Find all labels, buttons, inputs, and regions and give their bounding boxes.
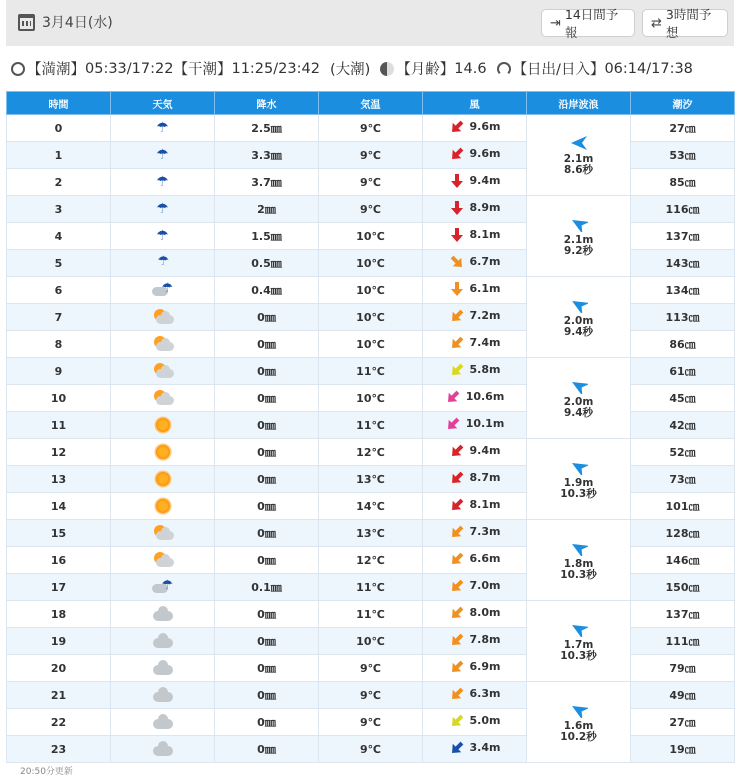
wind-speed: 3.4m bbox=[469, 741, 501, 754]
temp-cell: 10℃ bbox=[319, 331, 423, 358]
wind-speed: 9.6m bbox=[469, 147, 501, 160]
temp-cell: 11℃ bbox=[319, 574, 423, 601]
temp-cell: 13℃ bbox=[319, 466, 423, 493]
table-row bbox=[7, 358, 735, 385]
table-row bbox=[7, 601, 735, 628]
14day-forecast-button[interactable] bbox=[541, 7, 635, 40]
tide-cell: 143㎝ bbox=[631, 250, 735, 277]
wind-arrow-icon bbox=[449, 686, 465, 702]
temp-cell: 9℃ bbox=[319, 115, 423, 142]
col-header-weather: 天気 bbox=[111, 92, 215, 115]
hour-cell: 15 bbox=[7, 520, 111, 547]
hour-cell: 18 bbox=[7, 601, 111, 628]
temp-cell: 10℃ bbox=[319, 223, 423, 250]
hour-cell: 14 bbox=[7, 493, 111, 520]
wave-height: 2.1m bbox=[563, 152, 594, 165]
wind-cell bbox=[423, 709, 527, 736]
umbrella-icon: ☂ bbox=[156, 228, 169, 244]
wave-height: 1.8m bbox=[563, 557, 594, 570]
wave-cell bbox=[527, 682, 631, 763]
wind-speed: 8.1m bbox=[469, 228, 501, 241]
temp-cell: 9℃ bbox=[319, 169, 423, 196]
temp-cell: 10℃ bbox=[319, 628, 423, 655]
wind-cell bbox=[423, 223, 527, 250]
temp-cell: 10℃ bbox=[319, 304, 423, 331]
hour-cell: 23 bbox=[7, 736, 111, 763]
wave-period: 9.4秒 bbox=[563, 406, 594, 419]
wind-cell bbox=[423, 358, 527, 385]
precip-cell: 0.1㎜ bbox=[215, 574, 319, 601]
tide-cell: 85㎝ bbox=[631, 169, 735, 196]
moon-icon bbox=[380, 62, 394, 76]
hour-cell: 21 bbox=[7, 682, 111, 709]
hour-cell: 11 bbox=[7, 412, 111, 439]
wind-cell bbox=[423, 304, 527, 331]
wave-period: 10.3秒 bbox=[560, 487, 597, 500]
wave-cell bbox=[527, 196, 631, 277]
weather-cell bbox=[111, 682, 215, 709]
precip-cell: 0㎜ bbox=[215, 520, 319, 547]
temp-cell: 9℃ bbox=[319, 196, 423, 223]
precip-cell: 0㎜ bbox=[215, 412, 319, 439]
wave-direction-icon bbox=[570, 216, 588, 232]
precip-cell: 0㎜ bbox=[215, 304, 319, 331]
wave-period: 10.3秒 bbox=[560, 568, 597, 581]
calendar-icon bbox=[18, 14, 35, 31]
weather-cell bbox=[111, 142, 215, 169]
tide-cell: 49㎝ bbox=[631, 682, 735, 709]
sun-icon bbox=[152, 498, 174, 514]
wind-arrow-icon bbox=[449, 227, 465, 243]
wind-speed: 6.1m bbox=[469, 282, 501, 295]
14day-forecast-label: 14日間予報 bbox=[564, 7, 619, 40]
precip-cell: 0.4㎜ bbox=[215, 277, 319, 304]
wind-cell bbox=[423, 628, 527, 655]
weather-cell bbox=[111, 574, 215, 601]
wave-period: 8.6秒 bbox=[563, 163, 594, 176]
temp-cell: 9℃ bbox=[319, 736, 423, 763]
table-row bbox=[7, 682, 735, 709]
temp-cell: 9℃ bbox=[319, 682, 423, 709]
wind-cell bbox=[423, 142, 527, 169]
tide-cell: 52㎝ bbox=[631, 439, 735, 466]
wind-arrow-icon bbox=[449, 524, 465, 540]
wave-direction-icon bbox=[570, 621, 588, 637]
wave-direction-icon bbox=[570, 702, 588, 718]
wind-speed: 8.1m bbox=[469, 498, 501, 511]
precip-cell: 0㎜ bbox=[215, 439, 319, 466]
temp-cell: 12℃ bbox=[319, 547, 423, 574]
sunrise-icon bbox=[497, 62, 511, 76]
wave-height: 1.9m bbox=[563, 476, 594, 489]
tide-cell: 53㎝ bbox=[631, 142, 735, 169]
wind-arrow-icon bbox=[449, 254, 465, 270]
precip-cell: 2㎜ bbox=[215, 196, 319, 223]
cloud-rain-icon: ☂ bbox=[152, 579, 174, 595]
wind-speed: 8.0m bbox=[469, 606, 501, 619]
temp-cell: 11℃ bbox=[319, 358, 423, 385]
table-header-row bbox=[7, 92, 735, 115]
cloud-icon bbox=[152, 633, 174, 649]
col-header-tide: 潮汐 bbox=[631, 92, 735, 115]
wind-cell bbox=[423, 574, 527, 601]
wind-cell bbox=[423, 385, 527, 412]
wind-cell bbox=[423, 520, 527, 547]
wind-arrow-icon bbox=[445, 389, 461, 405]
tide-cell: 45㎝ bbox=[631, 385, 735, 412]
wind-arrow-icon bbox=[445, 416, 461, 432]
cloud-icon bbox=[152, 660, 174, 676]
sun-icon bbox=[152, 444, 174, 460]
wave-period: 9.2秒 bbox=[563, 244, 594, 257]
precip-cell: 0㎜ bbox=[215, 547, 319, 574]
wave-height: 2.0m bbox=[563, 395, 594, 408]
precip-cell: 0㎜ bbox=[215, 709, 319, 736]
wind-speed: 7.0m bbox=[469, 579, 501, 592]
weather-cell bbox=[111, 628, 215, 655]
weather-cell bbox=[111, 115, 215, 142]
wave-period: 9.4秒 bbox=[563, 325, 594, 338]
umbrella-icon: ☂ bbox=[156, 120, 169, 136]
hour-cell: 19 bbox=[7, 628, 111, 655]
wave-cell bbox=[527, 520, 631, 601]
temp-cell: 14℃ bbox=[319, 493, 423, 520]
precip-cell: 0㎜ bbox=[215, 358, 319, 385]
wind-cell bbox=[423, 331, 527, 358]
tide-cell: 137㎝ bbox=[631, 601, 735, 628]
sun-cloud-icon bbox=[152, 363, 174, 379]
weather-cell bbox=[111, 250, 215, 277]
low-tide-label: 【干潮】 bbox=[173, 62, 232, 78]
umbrella-icon: ☂ bbox=[156, 201, 169, 217]
wave-direction-icon bbox=[570, 297, 588, 313]
hour-cell: 10 bbox=[7, 385, 111, 412]
tide-cell: 61㎝ bbox=[631, 358, 735, 385]
drizzle-icon: ☂ bbox=[157, 254, 170, 269]
weather-cell bbox=[111, 520, 215, 547]
weather-cell bbox=[111, 439, 215, 466]
wind-speed: 8.9m bbox=[469, 201, 501, 214]
weather-cell bbox=[111, 601, 215, 628]
temp-cell: 10℃ bbox=[319, 385, 423, 412]
precip-cell: 3.3㎜ bbox=[215, 142, 319, 169]
wave-cell bbox=[527, 439, 631, 520]
table-row bbox=[7, 115, 735, 142]
date-text: 3月4日(水) bbox=[42, 15, 113, 31]
wind-arrow-icon bbox=[449, 713, 465, 729]
wave-period: 10.3秒 bbox=[560, 649, 597, 662]
cloud-icon bbox=[152, 714, 174, 730]
wind-arrow-icon bbox=[449, 119, 465, 135]
wind-speed: 7.3m bbox=[469, 525, 501, 538]
hour-cell: 0 bbox=[7, 115, 111, 142]
wave-height: 1.6m bbox=[563, 719, 594, 732]
moon-age-value: 14.6 bbox=[454, 60, 487, 77]
sun-cloud-icon bbox=[152, 309, 174, 325]
hour-cell: 1 bbox=[7, 142, 111, 169]
weather-cell bbox=[111, 547, 215, 574]
tide-cell: 42㎝ bbox=[631, 412, 735, 439]
col-header-precip: 降水 bbox=[215, 92, 319, 115]
wind-speed: 10.6m bbox=[465, 390, 505, 403]
weather-cell bbox=[111, 655, 215, 682]
temp-cell: 13℃ bbox=[319, 520, 423, 547]
precip-cell: 0㎜ bbox=[215, 466, 319, 493]
cloud-rain-icon: ☂ bbox=[152, 282, 174, 298]
exit-icon: ⇥ bbox=[550, 15, 561, 31]
wave-height: 2.1m bbox=[563, 233, 594, 246]
wave-cell bbox=[527, 358, 631, 439]
col-header-time: 時間 bbox=[7, 92, 111, 115]
wind-speed: 9.4m bbox=[469, 174, 501, 187]
weather-cell bbox=[111, 736, 215, 763]
wind-cell bbox=[423, 196, 527, 223]
temp-cell: 9℃ bbox=[319, 655, 423, 682]
wind-arrow-icon bbox=[449, 497, 465, 513]
cloud-icon bbox=[152, 687, 174, 703]
wind-speed: 7.8m bbox=[469, 633, 501, 646]
cloud-icon bbox=[152, 741, 174, 757]
wind-arrow-icon bbox=[449, 659, 465, 675]
wave-direction-icon bbox=[570, 378, 588, 394]
wave-cell bbox=[527, 115, 631, 196]
wind-arrow-icon bbox=[449, 200, 465, 216]
wind-arrow-icon bbox=[449, 578, 465, 594]
wind-arrow-icon bbox=[449, 335, 465, 351]
temp-cell: 10℃ bbox=[319, 277, 423, 304]
tide-cell: 101㎝ bbox=[631, 493, 735, 520]
wind-cell bbox=[423, 493, 527, 520]
wave-direction-icon bbox=[570, 540, 588, 556]
precip-cell: 0.5㎜ bbox=[215, 250, 319, 277]
precip-cell: 0㎜ bbox=[215, 628, 319, 655]
high-tide-times: 05:33/17:22 bbox=[85, 60, 174, 77]
col-header-temp: 気温 bbox=[319, 92, 423, 115]
wave-direction-icon bbox=[570, 135, 588, 151]
wind-cell bbox=[423, 736, 527, 763]
precip-cell: 3.7㎜ bbox=[215, 169, 319, 196]
wind-arrow-icon bbox=[449, 605, 465, 621]
temp-cell: 12℃ bbox=[319, 439, 423, 466]
tide-cell: 86㎝ bbox=[631, 331, 735, 358]
tide-cell: 150㎝ bbox=[631, 574, 735, 601]
3hour-forecast-label: 3時間予想 bbox=[665, 7, 712, 40]
tide-icon bbox=[11, 62, 25, 76]
hour-cell: 22 bbox=[7, 709, 111, 736]
date-label bbox=[18, 12, 113, 32]
hour-cell: 9 bbox=[7, 358, 111, 385]
hour-cell: 2 bbox=[7, 169, 111, 196]
temp-cell: 10℃ bbox=[319, 250, 423, 277]
swap-icon: ⇄ bbox=[651, 15, 662, 31]
hourly-forecast-table bbox=[6, 91, 735, 763]
wave-direction-icon bbox=[570, 459, 588, 475]
wave-cell bbox=[527, 277, 631, 358]
col-header-wind: 風 bbox=[423, 92, 527, 115]
low-tide-times: 11:25/23:42 bbox=[231, 60, 320, 77]
hour-cell: 3 bbox=[7, 196, 111, 223]
weather-cell bbox=[111, 277, 215, 304]
wind-arrow-icon bbox=[449, 740, 465, 756]
wave-cell bbox=[527, 601, 631, 682]
wind-cell bbox=[423, 412, 527, 439]
tide-cell: 111㎝ bbox=[631, 628, 735, 655]
weather-cell bbox=[111, 223, 215, 250]
wind-cell bbox=[423, 601, 527, 628]
wind-cell bbox=[423, 466, 527, 493]
3hour-forecast-button[interactable] bbox=[642, 7, 728, 40]
hour-cell: 17 bbox=[7, 574, 111, 601]
cloud-icon bbox=[152, 606, 174, 622]
sun-times: 06:14/17:38 bbox=[604, 60, 693, 77]
weather-cell bbox=[111, 466, 215, 493]
temp-cell: 9℃ bbox=[319, 142, 423, 169]
wind-speed: 9.4m bbox=[469, 444, 501, 457]
moon-age-label: 【月齢】 bbox=[396, 62, 455, 78]
tide-cell: 73㎝ bbox=[631, 466, 735, 493]
wind-arrow-icon bbox=[449, 470, 465, 486]
tide-cell: 128㎝ bbox=[631, 520, 735, 547]
wind-cell bbox=[423, 439, 527, 466]
wind-speed: 6.9m bbox=[469, 660, 501, 673]
wind-speed: 6.6m bbox=[469, 552, 501, 565]
wind-speed: 5.8m bbox=[469, 363, 501, 376]
tide-cell: 19㎝ bbox=[631, 736, 735, 763]
sun-icon bbox=[152, 417, 174, 433]
tide-cell: 113㎝ bbox=[631, 304, 735, 331]
header-bar bbox=[6, 0, 734, 46]
sun-label: 【日出/日入】 bbox=[512, 62, 605, 78]
wind-cell bbox=[423, 277, 527, 304]
wind-cell bbox=[423, 682, 527, 709]
temp-cell: 11℃ bbox=[319, 601, 423, 628]
wind-cell bbox=[423, 250, 527, 277]
hour-cell: 5 bbox=[7, 250, 111, 277]
hour-cell: 8 bbox=[7, 331, 111, 358]
precip-cell: 0㎜ bbox=[215, 682, 319, 709]
wind-cell bbox=[423, 169, 527, 196]
wind-cell bbox=[423, 547, 527, 574]
hour-cell: 4 bbox=[7, 223, 111, 250]
precip-cell: 0㎜ bbox=[215, 385, 319, 412]
tide-cell: 27㎝ bbox=[631, 709, 735, 736]
weather-cell bbox=[111, 709, 215, 736]
tide-cell: 116㎝ bbox=[631, 196, 735, 223]
temp-cell: 11℃ bbox=[319, 412, 423, 439]
tide-type: (大潮) bbox=[329, 62, 371, 78]
wind-arrow-icon bbox=[449, 551, 465, 567]
weather-cell bbox=[111, 196, 215, 223]
wind-speed: 6.7m bbox=[469, 255, 501, 268]
hour-cell: 12 bbox=[7, 439, 111, 466]
wind-speed: 8.7m bbox=[469, 471, 501, 484]
tide-cell: 79㎝ bbox=[631, 655, 735, 682]
tide-cell: 134㎝ bbox=[631, 277, 735, 304]
precip-cell: 0㎜ bbox=[215, 655, 319, 682]
precip-cell: 0㎜ bbox=[215, 601, 319, 628]
weather-cell bbox=[111, 331, 215, 358]
high-tide-label: 【満潮】 bbox=[27, 62, 85, 78]
hour-cell: 13 bbox=[7, 466, 111, 493]
wind-speed: 7.2m bbox=[469, 309, 501, 322]
wave-height: 2.0m bbox=[563, 314, 594, 327]
tide-info-line bbox=[6, 46, 734, 91]
wind-speed: 9.6m bbox=[469, 120, 501, 133]
wind-arrow-icon bbox=[449, 146, 465, 162]
temp-cell: 9℃ bbox=[319, 709, 423, 736]
sun-cloud-icon bbox=[152, 336, 174, 352]
sun-cloud-icon bbox=[152, 552, 174, 568]
weather-cell bbox=[111, 385, 215, 412]
wind-cell bbox=[423, 655, 527, 682]
weather-cell bbox=[111, 304, 215, 331]
sun-cloud-icon bbox=[152, 390, 174, 406]
tide-cell: 146㎝ bbox=[631, 547, 735, 574]
sun-icon bbox=[152, 471, 174, 487]
wind-cell bbox=[423, 115, 527, 142]
wind-speed: 5.0m bbox=[469, 714, 501, 727]
weather-cell bbox=[111, 169, 215, 196]
wave-height: 1.7m bbox=[563, 638, 594, 651]
wind-speed: 6.3m bbox=[469, 687, 501, 700]
forecast-panel bbox=[6, 0, 734, 777]
hour-cell: 7 bbox=[7, 304, 111, 331]
hour-cell: 20 bbox=[7, 655, 111, 682]
col-header-wave: 沿岸波浪 bbox=[527, 92, 631, 115]
table-row bbox=[7, 277, 735, 304]
wind-speed: 10.1m bbox=[465, 417, 505, 430]
hour-cell: 16 bbox=[7, 547, 111, 574]
wind-arrow-icon bbox=[449, 443, 465, 459]
precip-cell: 0㎜ bbox=[215, 736, 319, 763]
wind-arrow-icon bbox=[449, 281, 465, 297]
umbrella-icon: ☂ bbox=[156, 174, 169, 190]
update-time: 20:50分更新 bbox=[20, 767, 73, 777]
weather-cell bbox=[111, 358, 215, 385]
wave-period: 10.2秒 bbox=[560, 730, 597, 743]
wind-speed: 7.4m bbox=[469, 336, 501, 349]
precip-cell: 0㎜ bbox=[215, 493, 319, 520]
hour-cell: 6 bbox=[7, 277, 111, 304]
tide-cell: 27㎝ bbox=[631, 115, 735, 142]
precip-cell: 1.5㎜ bbox=[215, 223, 319, 250]
wind-arrow-icon bbox=[449, 632, 465, 648]
weather-cell bbox=[111, 412, 215, 439]
table-row bbox=[7, 439, 735, 466]
table-row bbox=[7, 520, 735, 547]
wind-arrow-icon bbox=[449, 308, 465, 324]
precip-cell: 0㎜ bbox=[215, 331, 319, 358]
umbrella-icon: ☂ bbox=[156, 147, 169, 163]
wind-arrow-icon bbox=[449, 362, 465, 378]
precip-cell: 2.5㎜ bbox=[215, 115, 319, 142]
table-row bbox=[7, 196, 735, 223]
sun-cloud-icon bbox=[152, 525, 174, 541]
wind-arrow-icon bbox=[449, 173, 465, 189]
weather-cell bbox=[111, 493, 215, 520]
tide-cell: 137㎝ bbox=[631, 223, 735, 250]
